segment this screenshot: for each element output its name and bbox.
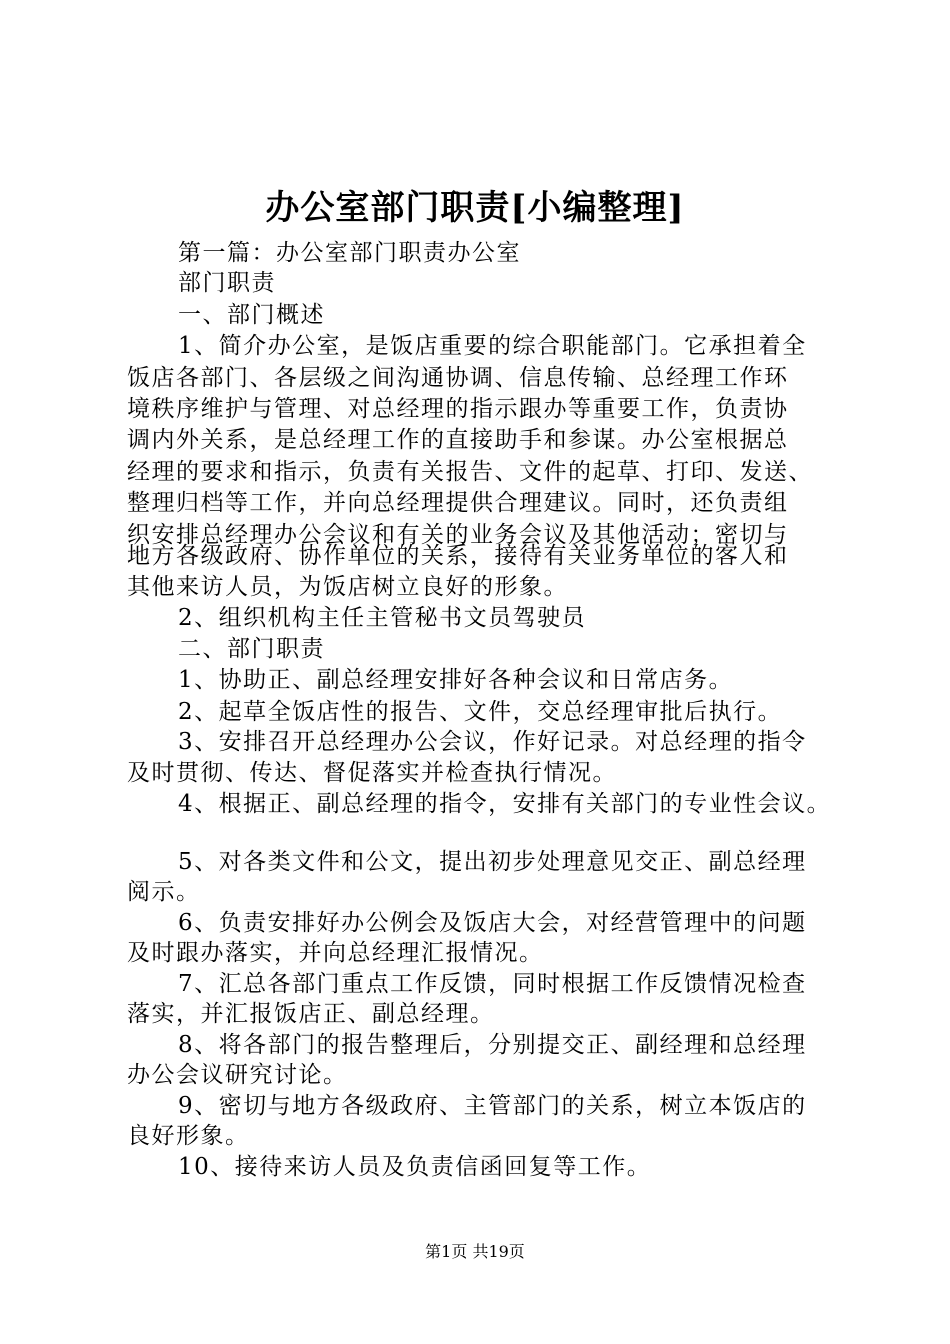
- text-line: 调内外关系，是总经理工作的直接助手和参谋。办公室根据总: [127, 427, 789, 453]
- text-line: 办公会议研究讨论。: [127, 1062, 348, 1088]
- text-line: 阅示。: [127, 879, 201, 905]
- text-line: 8、将各部门的报告整理后，分别提交正、副经理和总经理: [178, 1032, 807, 1058]
- text-line: 10、接待来访人员及负责信函回复等工作。: [178, 1154, 652, 1180]
- text-line: 4、根据正、副总经理的指令，安排有关部门的专业性会议。: [178, 791, 832, 817]
- text-line: 地方各级政府、协作单位的关系，接待有关业务单位的客人和: [127, 543, 789, 569]
- text-line: 2、组织机构主任主管秘书文员驾驶员: [178, 605, 587, 631]
- text-line: 其他来访人员，为饭店树立良好的形象。: [127, 574, 568, 600]
- text-line: 7、汇总各部门重点工作反馈，同时根据工作反馈情况检查: [178, 971, 807, 997]
- text-line: 1、协助正、副总经理安排好各种会议和日常店务。: [178, 667, 734, 693]
- text-line: 及时贯彻、传达、督促落实并检查执行情况。: [127, 760, 617, 786]
- document-title: 办公室部门职责[小编整理]: [265, 188, 685, 228]
- text-line: 6、负责安排好办公例会及饭店大会，对经营管理中的问题: [178, 910, 807, 936]
- text-line: 1、简介办公室，是饭店重要的综合职能部门。它承担着全: [178, 333, 807, 359]
- text-line: 5、对各类文件和公文，提出初步处理意见交正、副总经理: [178, 849, 807, 875]
- text-line: 2、起草全饭店性的报告、文件，交总经理审批后执行。: [178, 699, 783, 725]
- text-line: 部门职责: [178, 270, 276, 296]
- text-line: 3、安排召开总经理办公会议，作好记录。对总经理的指令: [178, 729, 807, 755]
- text-line: 饭店各部门、各层级之间沟通协调、信息传输、总经理工作环: [127, 365, 789, 391]
- text-line: 境秩序维护与管理、对总经理的指示跟办等重要工作，负责协: [127, 396, 789, 422]
- text-line: 落实，并汇报饭店正、副总经理。: [127, 1001, 495, 1027]
- text-line: 第一篇：办公室部门职责办公室: [178, 240, 521, 266]
- text-line: 织安排总经理办公会议和有关的业务会议及其他活动；密切与: [127, 522, 789, 548]
- page-number: 第1页 共19页: [425, 1242, 525, 1261]
- text-line: 良好形象。: [127, 1123, 250, 1149]
- text-line: 一、部门概述: [178, 302, 325, 328]
- text-line: 整理归档等工作，并向总经理提供合理建议。同时，还负责组: [127, 490, 789, 516]
- text-line: 及时跟办落实，并向总经理汇报情况。: [127, 940, 544, 966]
- text-line: 经理的要求和指示，负责有关报告、文件的起草、打印、发送、: [127, 459, 813, 485]
- text-line: 9、密切与地方各级政府、主管部门的关系，树立本饭店的: [178, 1093, 807, 1119]
- text-line: 二、部门职责: [178, 636, 325, 662]
